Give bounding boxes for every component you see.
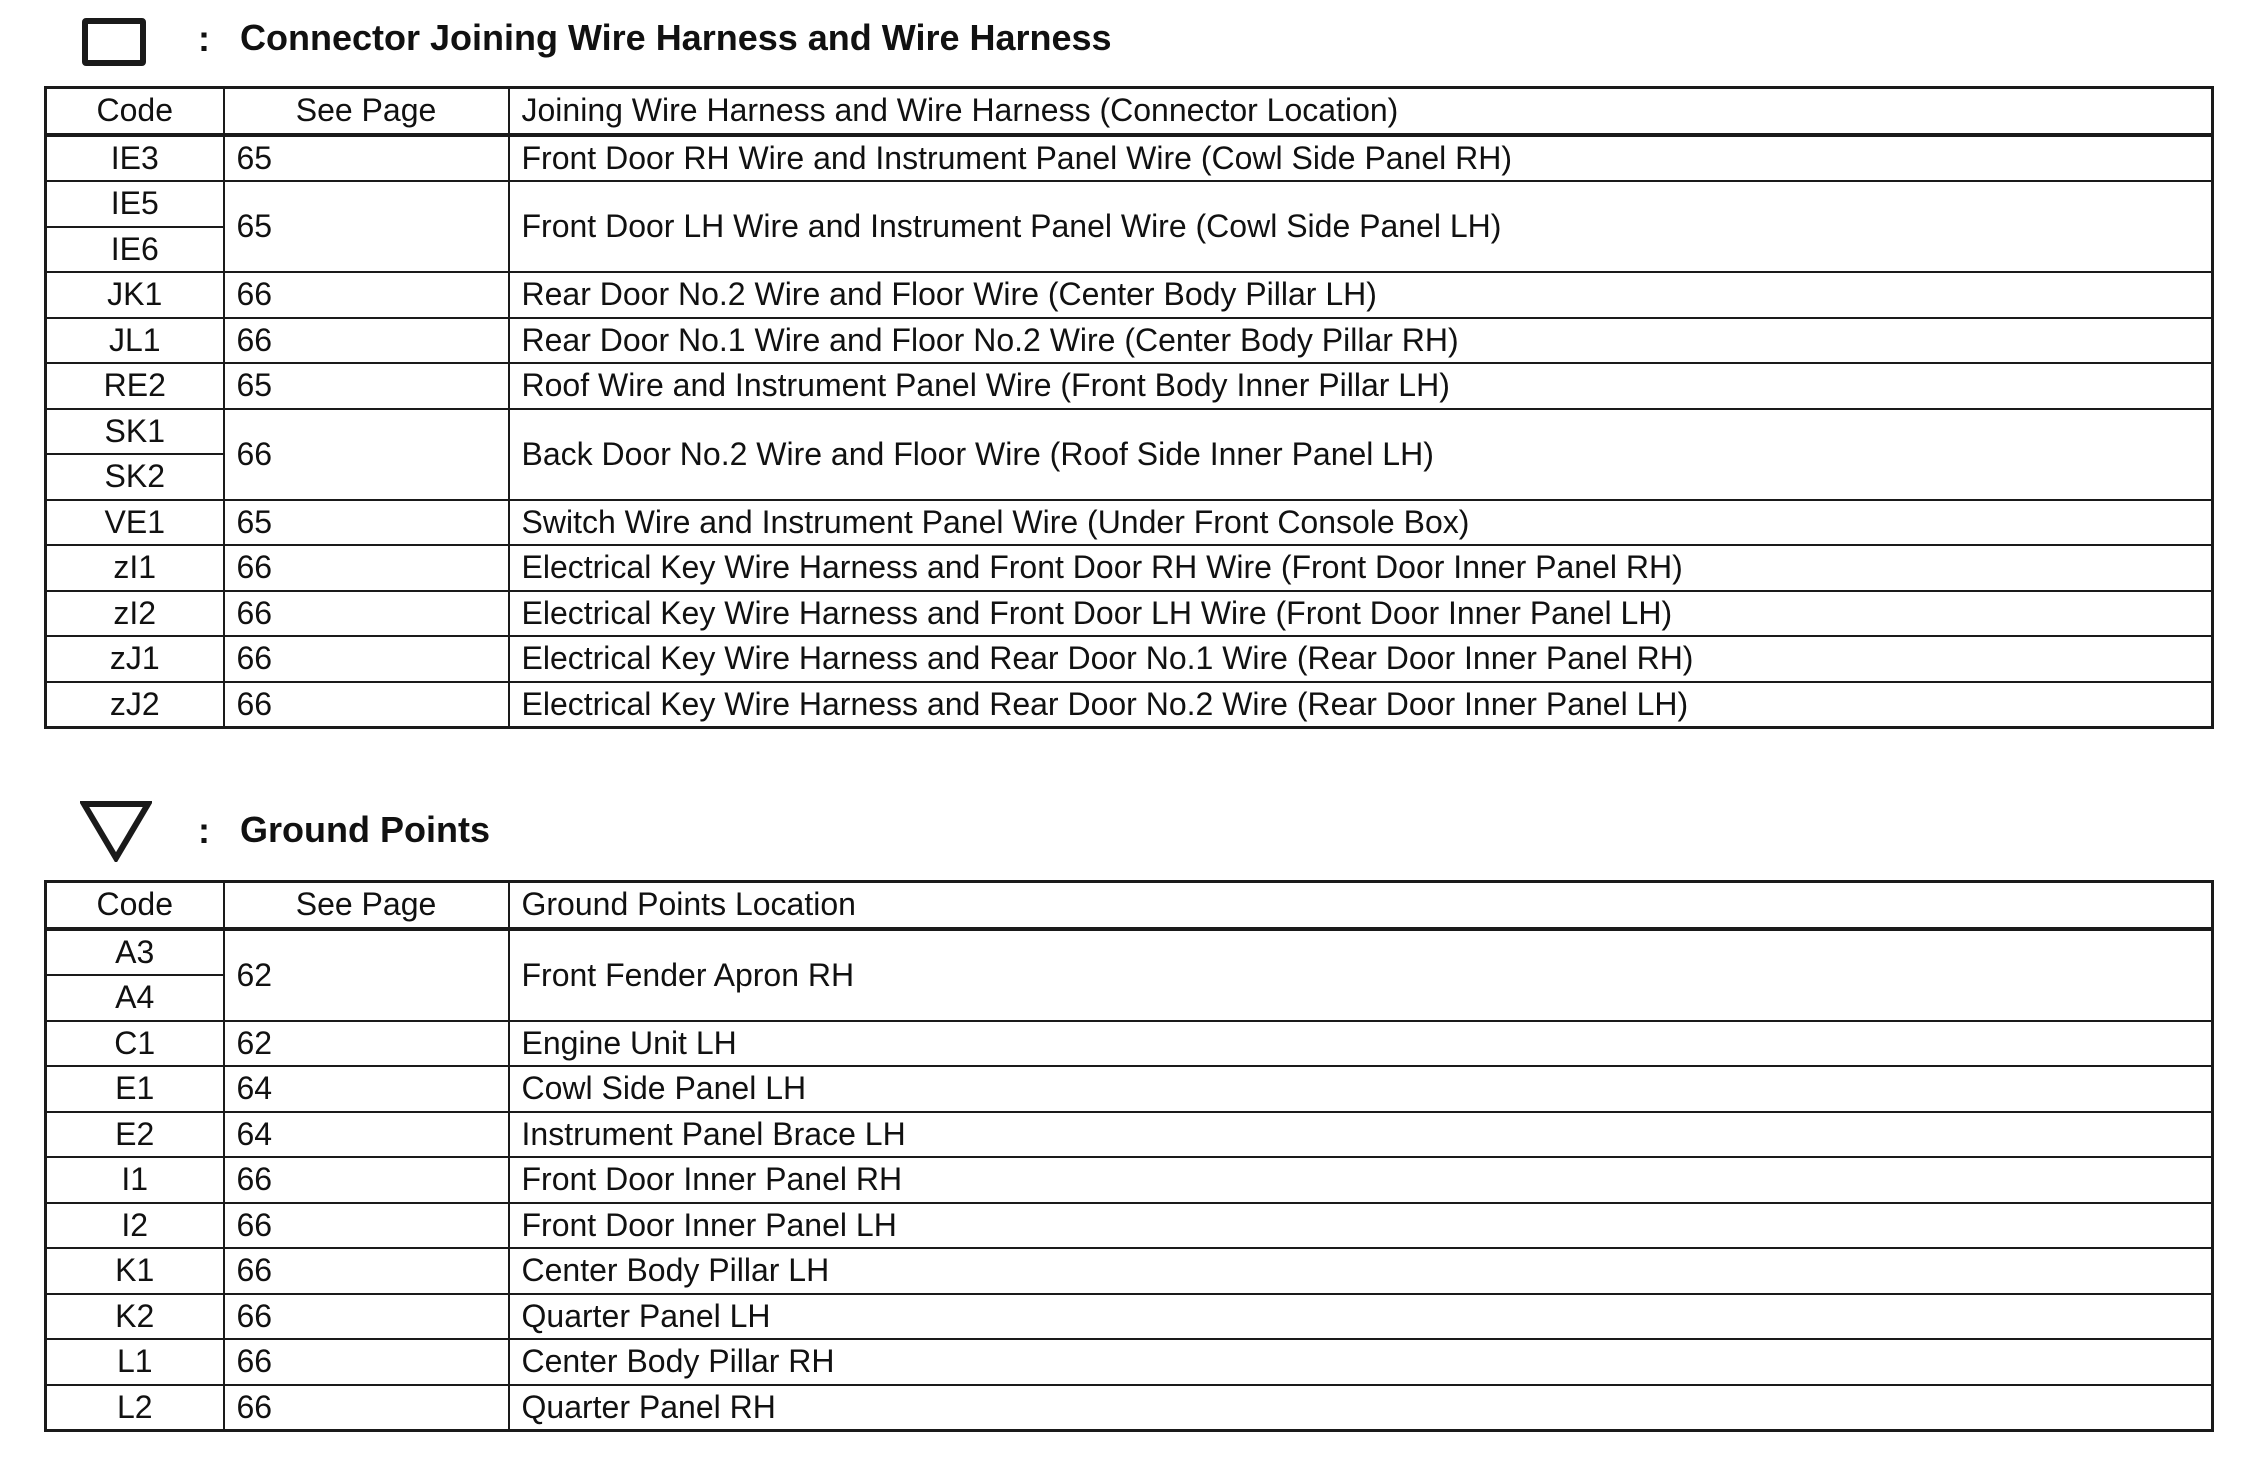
ground-table-row [46, 929, 2213, 976]
ground-code-cell: I1 [46, 1157, 224, 1203]
connector-code-cell: zJ2 [46, 682, 224, 728]
connector-page-cell: 66 [224, 409, 509, 500]
connector-location-cell: Back Door No.2 Wire and Floor Wire (Roof Side Inner Panel LH) [509, 409, 2213, 500]
connector-header-code: Code [46, 88, 224, 135]
connector-location-cell: Roof Wire and Instrument Panel Wire (Front Body Inner Pillar LH) [509, 363, 2213, 409]
ground-code-cell: K2 [46, 1294, 224, 1340]
connector-code-cell: IE3 [46, 135, 224, 182]
ground-code-cell: E1 [46, 1066, 224, 1112]
connectors-section-header [0, 0, 2248, 80]
connector-location-cell: Electrical Key Wire Harness and Rear Door No.2 Wire (Rear Door Inner Panel LH) [509, 682, 2213, 728]
ground-code-cell: I2 [46, 1203, 224, 1249]
connector-code-cell: JK1 [46, 272, 224, 318]
ground-location-cell: Engine Unit LH [509, 1021, 2213, 1067]
connector-page-cell: 66 [224, 318, 509, 364]
connector-page-cell: 65 [224, 500, 509, 546]
connector-code-cell: VE1 [46, 500, 224, 546]
connector-code-cell: zI2 [46, 591, 224, 637]
connector-location-cell: Rear Door No.2 Wire and Floor Wire (Center Body Pillar LH) [509, 272, 2213, 318]
connector-location-cell: Front Door LH Wire and Instrument Panel Wire (Cowl Side Panel LH) [509, 181, 2213, 272]
ground-header-row [46, 882, 2213, 929]
ground-code-cell: A4 [46, 975, 224, 1021]
ground-page-cell: 66 [224, 1248, 509, 1294]
ground-header-code: Code [46, 882, 224, 929]
ground-code-cell: K1 [46, 1248, 224, 1294]
connector-header-page: See Page [224, 88, 509, 135]
grounds-table [44, 880, 2214, 1432]
ground-header-description: Ground Points Location [509, 882, 2213, 929]
connector-page-cell: 66 [224, 545, 509, 591]
ground-code-cell: L2 [46, 1385, 224, 1431]
ground-location-cell: Center Body Pillar RH [509, 1339, 2213, 1385]
ground-page-cell: 66 [224, 1385, 509, 1431]
connector-location-cell: Switch Wire and Instrument Panel Wire (Under Front Console Box) [509, 500, 2213, 546]
ground-table-row [46, 1066, 2213, 1112]
ground-table-row [46, 1294, 2213, 1340]
ground-location-cell: Instrument Panel Brace LH [509, 1112, 2213, 1158]
connectors-colon: : [198, 18, 210, 59]
ground-location-cell: Front Fender Apron RH [509, 929, 2213, 1021]
connector-table-row [46, 135, 2213, 182]
connector-page-cell: 65 [224, 135, 509, 182]
ground-code-cell: L1 [46, 1339, 224, 1385]
connector-location-cell: Front Door RH Wire and Instrument Panel Wire (Cowl Side Panel RH) [509, 135, 2213, 182]
ground-table-row [46, 1203, 2213, 1249]
ground-table-row [46, 1385, 2213, 1431]
connector-table-row [46, 545, 2213, 591]
ground-page-cell: 66 [224, 1203, 509, 1249]
connectors-title: Connector Joining Wire Harness and Wire Harness [240, 17, 1112, 58]
connector-table-row [46, 409, 2213, 455]
connector-page-cell: 66 [224, 591, 509, 637]
ground-page-cell: 64 [224, 1112, 509, 1158]
connector-location-cell: Electrical Key Wire Harness and Front Door LH Wire (Front Door Inner Panel LH) [509, 591, 2213, 637]
ground-code-cell: C1 [46, 1021, 224, 1067]
connector-location-cell: Electrical Key Wire Harness and Rear Door No.1 Wire (Rear Door Inner Panel RH) [509, 636, 2213, 682]
connector-header-description: Joining Wire Harness and Wire Harness (Connector Location) [509, 88, 2213, 135]
ground-location-cell: Center Body Pillar LH [509, 1248, 2213, 1294]
ground-header-page: See Page [224, 882, 509, 929]
ground-page-cell: 62 [224, 1021, 509, 1067]
connector-table-row [46, 636, 2213, 682]
ground-location-cell: Quarter Panel LH [509, 1294, 2213, 1340]
connector-page-cell: 66 [224, 636, 509, 682]
ground-code-cell: E2 [46, 1112, 224, 1158]
connector-code-cell: zI1 [46, 545, 224, 591]
ground-location-cell: Quarter Panel RH [509, 1385, 2213, 1431]
connector-location-cell: Electrical Key Wire Harness and Front Door RH Wire (Front Door Inner Panel RH) [509, 545, 2213, 591]
connector-page-cell: 66 [224, 272, 509, 318]
connector-code-cell: SK1 [46, 409, 224, 455]
ground-table-row [46, 1248, 2213, 1294]
ground-triangle-icon [80, 798, 152, 862]
connector-page-cell: 65 [224, 181, 509, 272]
connector-table-row [46, 591, 2213, 637]
connector-table-row [46, 363, 2213, 409]
connector-table-row [46, 318, 2213, 364]
connector-code-cell: IE5 [46, 181, 224, 227]
connector-table-row [46, 500, 2213, 546]
ground-page-cell: 64 [224, 1066, 509, 1112]
connector-code-cell: SK2 [46, 454, 224, 500]
connector-table-row [46, 181, 2213, 227]
connector-code-cell: JL1 [46, 318, 224, 364]
ground-page-cell: 66 [224, 1339, 509, 1385]
ground-table-row [46, 1157, 2213, 1203]
connector-location-cell: Rear Door No.1 Wire and Floor No.2 Wire (Center Body Pillar RH) [509, 318, 2213, 364]
connector-header-row [46, 88, 2213, 135]
ground-location-cell: Front Door Inner Panel LH [509, 1203, 2213, 1249]
ground-page-cell: 62 [224, 929, 509, 1021]
ground-table-row [46, 1021, 2213, 1067]
connector-table-row [46, 682, 2213, 728]
connector-code-cell: RE2 [46, 363, 224, 409]
ground-code-cell: A3 [46, 929, 224, 976]
connector-code-cell: IE6 [46, 227, 224, 273]
ground-page-cell: 66 [224, 1157, 509, 1203]
connectors-table [44, 86, 2214, 729]
connector-page-cell: 66 [224, 682, 509, 728]
square-connector-icon [82, 18, 146, 66]
grounds-colon: : [198, 810, 210, 851]
grounds-section-header [0, 792, 2248, 872]
connector-page-cell: 65 [224, 363, 509, 409]
connector-code-cell: zJ1 [46, 636, 224, 682]
grounds-title: Ground Points [240, 809, 490, 850]
connector-table-row [46, 272, 2213, 318]
ground-table-row [46, 1112, 2213, 1158]
ground-location-cell: Cowl Side Panel LH [509, 1066, 2213, 1112]
ground-table-row [46, 1339, 2213, 1385]
ground-page-cell: 66 [224, 1294, 509, 1340]
ground-location-cell: Front Door Inner Panel RH [509, 1157, 2213, 1203]
